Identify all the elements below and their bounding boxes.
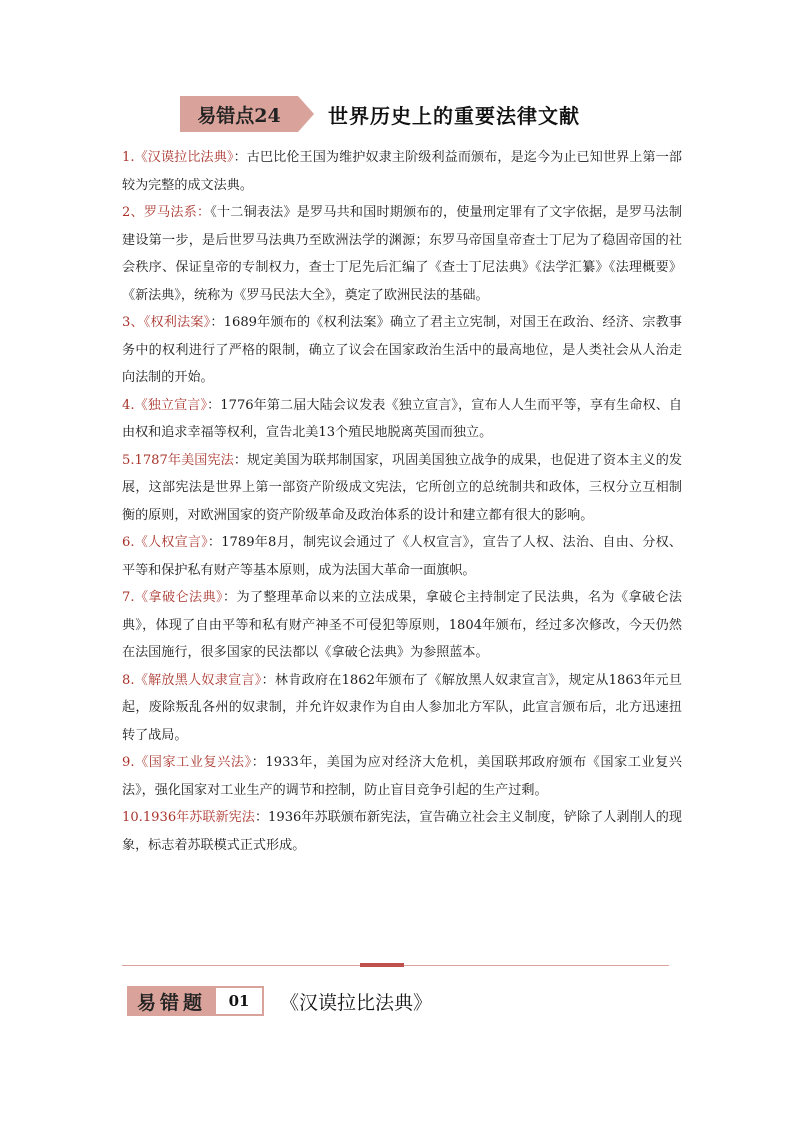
item-term: 9.《国家工业复兴法》 xyxy=(122,755,252,770)
item-term: 1.《汉谟拉比法典》 xyxy=(122,150,234,165)
list-item xyxy=(122,392,682,447)
item-body: ：1936年苏联颁布新宪法，宣告确立社会主义制度，铲除了人剥削人的现象，标志着苏联模式正式形成。 xyxy=(122,810,682,853)
list-item xyxy=(122,804,682,859)
question-label: 易错题 xyxy=(127,986,214,1016)
list-item xyxy=(122,584,682,667)
list-item xyxy=(122,529,682,584)
question-title: 《汉谟拉比法典》 xyxy=(280,991,433,1014)
item-body: ：1933年，美国为应对经济大危机，美国联邦政府颁布《国家工业复兴法》，强化国家对工业生产的调节和控制，防止盲目竞争引起的生产过剩。 xyxy=(122,755,682,798)
question-number: 01 xyxy=(214,986,264,1016)
item-term: 2、罗马法系： xyxy=(122,205,211,220)
list-item xyxy=(122,309,682,392)
banner-tag: 易错点24 xyxy=(180,96,298,132)
item-term: 10.1936年苏联新宪法 xyxy=(122,810,255,825)
divider-accent xyxy=(360,963,404,967)
list-item xyxy=(122,667,682,750)
item-body: 《十二铜表法》是罗马共和国时期颁布的，使量刑定罪有了文字依据，是罗马法制建设第一步，是后世罗马法典乃至欧洲法学的渊源；东罗马帝国皇帝查士丁尼为了稳固帝国的社会秩序、保证皇帝的专制权力，查士丁尼先后汇编了《查士丁尼法典》《法学汇纂》《法理概要》《新法典》，统称为《罗马民法大全》，奠定了欧洲民法的基础。 xyxy=(122,205,682,303)
list-item xyxy=(122,749,682,804)
item-body: ：规定美国为联邦制国家，巩固美国独立战争的成果，也促进了资本主义的发展，这部宪法是世界上第一部资产阶级成文宪法，它所创立的总统制共和政体，三权分立互相制衡的原则，对欧洲国家的资产阶级革命及政治体系的设计和建立都有很大的影响。 xyxy=(122,452,682,523)
list-item xyxy=(122,144,682,199)
item-term: 6.《人权宣言》 xyxy=(122,535,208,550)
item-body: ：1776年第二届大陆会议发表《独立宣言》，宣布人人生而平等，享有生命权、自由权和追求幸福等权利，宣告北美13个殖民地脱离英国而独立。 xyxy=(122,397,682,440)
item-term: 4.《独立宣言》 xyxy=(122,397,208,413)
item-term: 8.《解放黑人奴隶宣言》 xyxy=(122,672,262,688)
section-banner xyxy=(180,96,580,132)
item-body: ：为了整理革命以来的立法成果，拿破仑主持制定了民法典，名为《拿破仑法典》，体现了自由平等和私有财产神圣不可侵犯等原则，1804年颁布，经过多次修改，今天仍然在法国施行，很多国家的民法都以《拿破仑法典》为参照蓝本。 xyxy=(122,590,683,660)
item-term: 3、《权利法案》 xyxy=(122,315,211,330)
question-header xyxy=(127,986,432,1016)
banner-title: 世界历史上的重要法律文献 xyxy=(328,103,580,128)
item-term: 5.1787年美国宪法 xyxy=(122,452,234,468)
item-body: ：林肯政府在1862年颁布了《解放黑人奴隶宣言》，规定从1863年元旦起，废除叛乱各州的奴隶制，并允许奴隶作为自由人参加北方军队，此宣言颁布后，北方迅速扭转了战局。 xyxy=(122,672,682,743)
item-body: ：古巴比伦王国为维护奴隶主阶级利益而颁布，是迄今为止已知世界上第一部较为完整的成文法典。 xyxy=(122,150,682,193)
item-body: ：1689年颁布的《权利法案》确立了君主立宪制，对国王在政治、经济、宗教事务中的权利进行了严格的限制，确立了议会在国家政治生活中的最高地位，是人类社会从人治走向法制的开始。 xyxy=(122,315,682,385)
content-list xyxy=(122,144,682,859)
list-item xyxy=(122,447,682,530)
item-term: 7.《拿破仑法典》 xyxy=(122,590,223,605)
item-body: ：1789年8月，制宪议会通过了《人权宣言》，宣告了人权、法治、自由、分权、平等和保护私有财产等基本原则，成为法国大革命一面旗帜。 xyxy=(122,535,682,578)
list-item xyxy=(122,199,682,309)
